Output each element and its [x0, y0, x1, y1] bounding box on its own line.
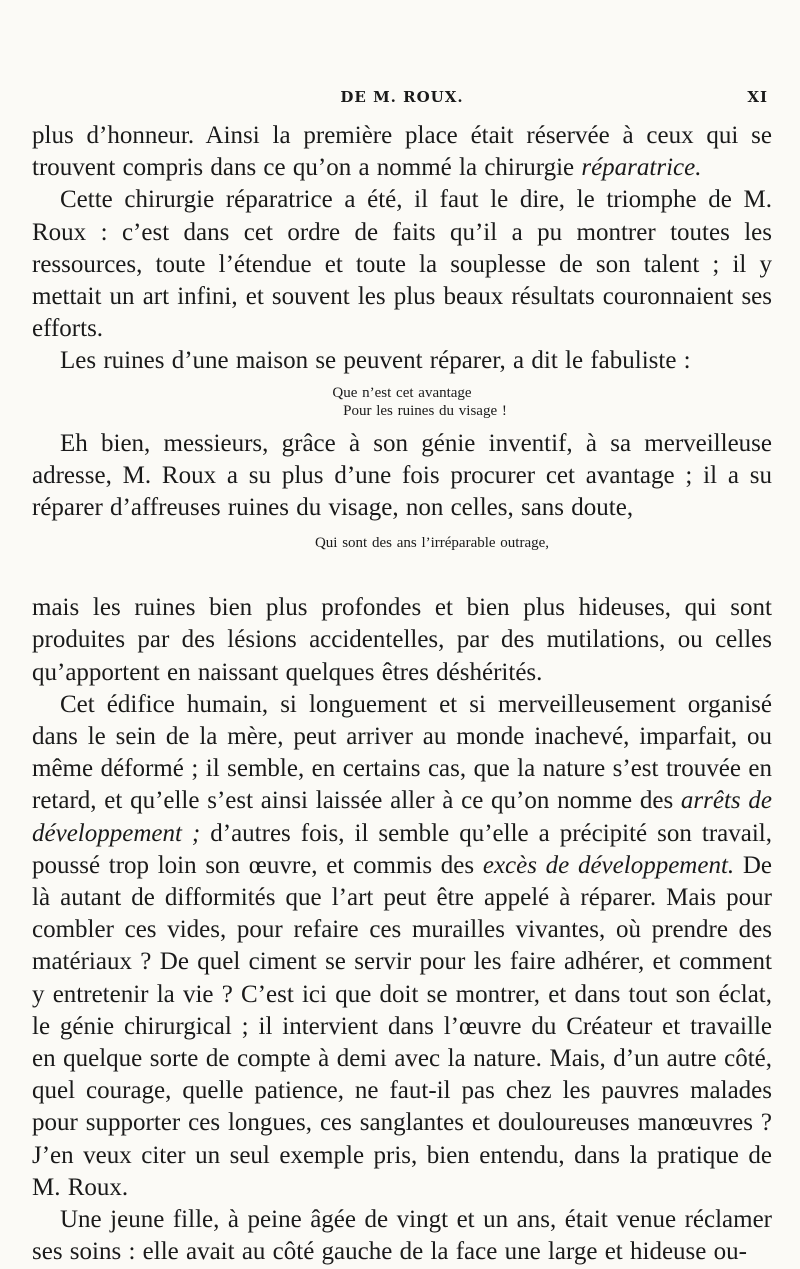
running-title: DE M. ROUX. — [340, 88, 464, 106]
book-page — [32, 88, 772, 1269]
paragraph-4: Eh bien, messieurs, grâce à son génie inventif, à sa merveilleuse adresse, M. Roux a su plus d’une fois procurer cet avantage ; il a su réparer d’affreuses ruines du visage, non celles, sans doute, — [32, 429, 772, 522]
verse-line-1: Que n’est cet avantage — [332, 384, 472, 401]
emphasis-reparatrice: réparatrice. — [581, 154, 702, 182]
paragraph-1: plus d’honneur. Ainsi la première place était réservée à ceux qui se trouvent compris dans ce qu’on a nommé la chirurgie réparatrice. — [32, 122, 772, 182]
emphasis-arrets: arrêts de développement ; — [32, 787, 772, 847]
emphasis-exces: excès de développement. — [482, 851, 735, 879]
verse-line-2: Pour les ruines du visage ! — [343, 402, 507, 419]
paragraph-7: Une jeune fille, à peine âgée de vingt et un ans, était venue réclamer ses soins : elle avait au côté gauche de la face une large et hideuse ou- — [32, 1206, 772, 1266]
page-number: XI — [747, 88, 768, 106]
paragraph-5: mais les ruines bien plus profondes et bien plus hideuses, qui sont produites par des lésions accidentelles, par des mutilations, ou celles qu’apportent en naissant quelques êtres déshérités. — [32, 594, 772, 686]
paragraph-2: Cette chirurgie réparatrice a été, il faut le dire, le triomphe de M. Roux : c’est dans cet ordre de faits qu’il a pu montrer toutes les ressources, toute l’étendue et toute la souplesse de son talent ; il y mettait un art infini, et souvent les plus beaux résultats couronnaient ses efforts. — [32, 186, 772, 343]
page-header — [32, 88, 772, 120]
verse-quote-2: Qui sont des ans l’irréparable outrage, — [314, 535, 550, 552]
body-text — [32, 120, 772, 1269]
paragraph-3: Les ruines d’une maison se peuvent réparer, a dit le fabuliste : — [60, 347, 691, 375]
paragraph-6: Cet édifice humain, si longuement et si merveilleusement organisé dans le sein de la mère, peut arriver au monde inachevé, imparfait, ou même déformé ; il semble, en certains cas, que la nature s’est trouvée en retard, et qu’elle s’est ainsi laissée aller à ce qu’on nomme des arrêts de développement ; d’autres fois, il semble qu’elle a précipité son travail, poussé trop loin son œuvre, et commis des excès de développement. De là autant de difformités que l’art peut être appelé à réparer. Mais pour combler ces vides, pour refaire ces murailles vivantes, où prendre des matériaux ? De quel ciment se servir pour les faire adhérer, et comment y entretenir la vie ? C’est ici que doit se montrer, et dans tout son éclat, le génie chirurgical ; il intervient dans l’œuvre du Créateur et travaille en quelque sorte de compte à demi avec la nature. Mais, d’un autre côté, quel courage, quelle patience, ne faut-il pas chez les pauvres malades pour supporter ces longues, ces sanglantes et douloureuses manœuvres ? J’en veux citer un seul exemple pris, bien entendu, dans la pratique de M. Roux. — [32, 690, 772, 1201]
verse-quote-1 — [32, 384, 772, 420]
